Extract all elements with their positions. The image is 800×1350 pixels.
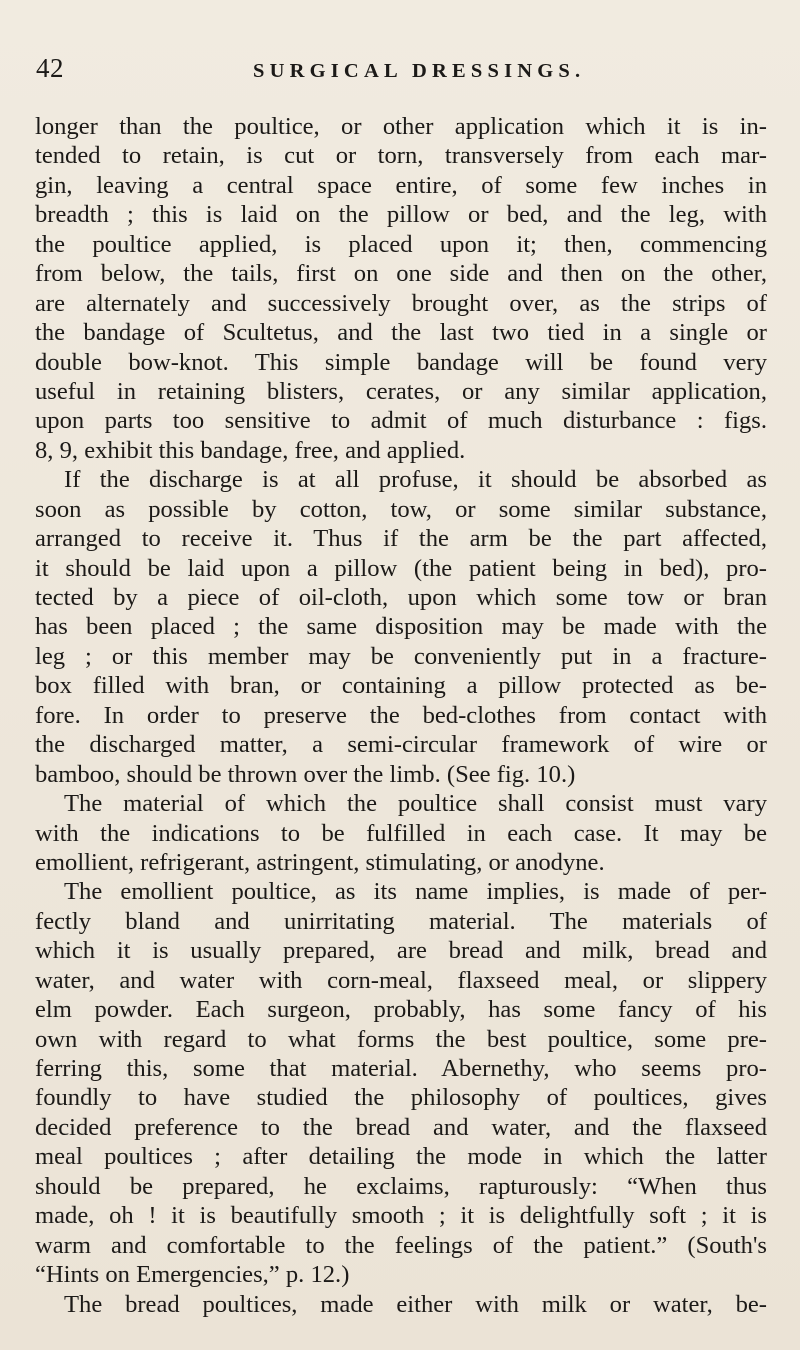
paragraph-first-line: The bread poultices, made either with milk or water, be- xyxy=(64,1290,767,1318)
paragraph-first-line: The emollient poultice, as its name implies, is made of per- xyxy=(64,878,767,906)
text-line: are alternately and successively brought over, as the strips of xyxy=(35,289,767,317)
text-line: longer than the poultice, or other application which it is in- xyxy=(35,113,767,140)
text-line: useful in retaining blisters, cerates, or any similar application, xyxy=(35,377,767,405)
text-line: breadth ; this is laid on the pillow or bed, and the leg, with xyxy=(35,201,767,229)
running-head: SURGICAL DRESSINGS. xyxy=(253,60,586,82)
text-line: arranged to receive it. Thus if the arm be the part affected, xyxy=(35,525,767,553)
text-line: bamboo, should be thrown over the limb. (See fig. 10.) xyxy=(35,760,576,788)
text-line: should be prepared, he exclaims, rapturously: “When thus xyxy=(35,1172,767,1200)
text-line: decided preference to the bread and water, and the flaxseed xyxy=(35,1113,767,1141)
text-line: meal poultices ; after detailing the mode in which the latter xyxy=(35,1143,767,1171)
page-header xyxy=(0,48,800,88)
text-line: ferring this, some that material. Abernethy, who seems pro- xyxy=(35,1055,767,1082)
text-line: with the indications to be fulfilled in each case. It may be xyxy=(35,819,767,847)
text-line: made, oh ! it is beautifully smooth ; it is delightfully soft ; it is xyxy=(35,1202,767,1230)
text-line: foundly to have studied the philosophy of poultices, gives xyxy=(35,1084,767,1112)
text-line: which it is usually prepared, are bread and milk, bread and xyxy=(35,937,767,965)
text-line: warm and comfortable to the feelings of the patient.” (South's xyxy=(35,1231,767,1259)
text-line: soon as possible by cotton, tow, or some similar substance, xyxy=(35,495,767,523)
text-line: upon parts too sensitive to admit of much disturbance : figs. xyxy=(35,407,767,435)
text-line: “Hints on Emergencies,” p. 12.) xyxy=(35,1261,350,1289)
text-line: emollient, refrigerant, astringent, stimulating, or anodyne. xyxy=(35,848,605,876)
text-line: leg ; or this member may be conveniently put in a fracture- xyxy=(35,642,767,670)
page-number: 42 xyxy=(36,53,64,83)
text-line: tended to retain, is cut or torn, transversely from each mar- xyxy=(35,142,767,170)
text-line: from below, the tails, first on one side and then on the other, xyxy=(35,260,767,288)
text-line: has been placed ; the same disposition may be made with the xyxy=(35,613,767,641)
text-line: box filled with bran, or containing a pillow protected as be- xyxy=(35,672,767,700)
text-line: it should be laid upon a pillow (the patient being in bed), pro- xyxy=(35,554,767,582)
text-line: the bandage of Scultetus, and the last two tied in a single or xyxy=(35,319,767,347)
text-line: 8, 9, exhibit this bandage, free, and applied. xyxy=(35,436,466,464)
text-line: tected by a piece of oil-cloth, upon which some tow or bran xyxy=(35,584,767,611)
text-line: own with regard to what forms the best poultice, some pre- xyxy=(35,1025,767,1053)
paragraph-first-line: The material of which the poultice shall consist must vary xyxy=(64,790,767,818)
body-text xyxy=(35,112,767,1319)
text-line: fore. In order to preserve the bed-clothes from contact with xyxy=(35,701,767,729)
text-line: double bow-knot. This simple bandage will be found very xyxy=(35,348,767,376)
text-line: the discharged matter, a semi-circular framework of wire or xyxy=(35,731,767,759)
text-line: gin, leaving a central space entire, of some few inches in xyxy=(35,171,767,199)
text-line: elm powder. Each surgeon, probably, has some fancy of his xyxy=(35,996,767,1024)
paragraph-first-line: If the discharge is at all profuse, it should be absorbed as xyxy=(64,466,767,494)
text-line: fectly bland and unirritating material. The materials of xyxy=(35,907,767,935)
text-line: the poultice applied, is placed upon it; then, commencing xyxy=(35,230,767,258)
text-line: water, and water with corn-meal, flaxseed meal, or slippery xyxy=(35,966,767,994)
